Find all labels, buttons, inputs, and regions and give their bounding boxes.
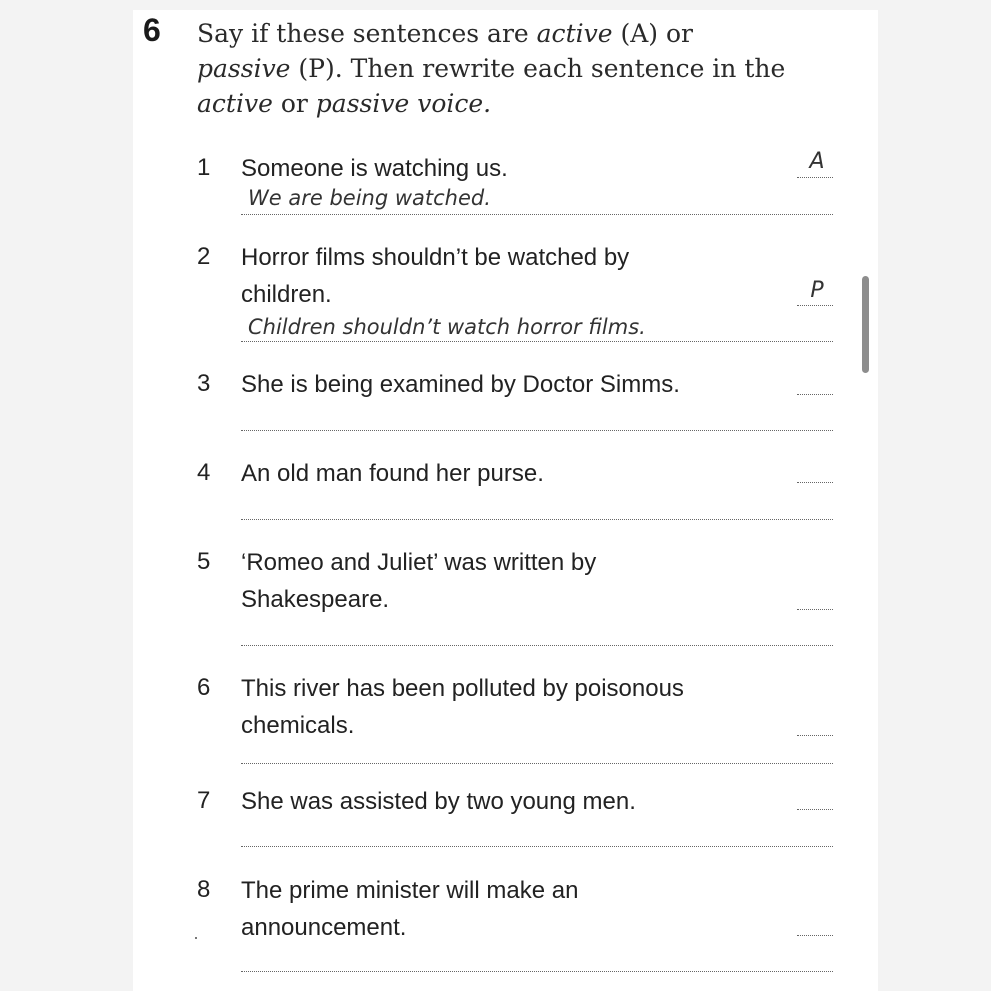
instruction-part: Say if these sentences are bbox=[197, 19, 537, 48]
item-sentence bbox=[241, 455, 781, 492]
vertical-scrollbar[interactable] bbox=[862, 276, 869, 373]
item-sentence bbox=[241, 239, 781, 313]
sentence-line: children. bbox=[241, 281, 332, 308]
instruction-part: passive voice. bbox=[315, 89, 492, 118]
voice-answer[interactable]: P bbox=[810, 278, 824, 303]
sentence-line: An old man found her purse. bbox=[241, 460, 544, 487]
sentence-line: Shakespeare. bbox=[241, 586, 390, 613]
voice-answer-line bbox=[797, 809, 833, 810]
rewrite-answer-line bbox=[241, 645, 833, 646]
sentence-line: This river has been polluted by poisonous bbox=[241, 675, 684, 702]
rewrite-answer-line bbox=[241, 519, 833, 520]
item-sentence bbox=[241, 670, 781, 744]
rewrite-answer-line bbox=[241, 971, 833, 972]
voice-answer-line bbox=[797, 305, 833, 306]
instruction-part: active bbox=[536, 19, 613, 48]
rewrite-answer-line bbox=[241, 846, 833, 847]
voice-answer-line bbox=[797, 482, 833, 483]
item-number: 3 bbox=[197, 370, 211, 397]
item-sentence bbox=[241, 544, 781, 618]
item-number: 7 bbox=[197, 787, 211, 814]
item-sentence bbox=[241, 366, 781, 403]
instruction-part: (A) or bbox=[612, 19, 693, 48]
voice-answer-line bbox=[797, 735, 833, 736]
rewrite-answer[interactable]: Children shouldn’t watch horror films. bbox=[248, 315, 646, 339]
item-number: 6 bbox=[197, 674, 211, 701]
rewrite-answer-line bbox=[241, 430, 833, 431]
voice-answer-line bbox=[797, 394, 833, 395]
voice-answer[interactable]: A bbox=[809, 149, 825, 174]
voice-answer-line bbox=[797, 935, 833, 936]
sentence-line: She was assisted by two young men. bbox=[241, 788, 636, 815]
instruction-part: passive bbox=[197, 54, 291, 83]
instruction-part: (P). Then rewrite each sentence in the bbox=[290, 54, 786, 83]
item-sentence bbox=[241, 150, 781, 187]
item-number: 4 bbox=[197, 459, 211, 486]
item-number: 1 bbox=[197, 154, 211, 181]
stray-dot bbox=[195, 937, 197, 939]
exercise-number: 6 bbox=[143, 12, 161, 48]
rewrite-answer-line bbox=[241, 763, 833, 764]
voice-answer-line bbox=[797, 177, 833, 178]
sentence-line: Someone is watching us. bbox=[241, 155, 508, 182]
sentence-line: chemicals. bbox=[241, 712, 355, 739]
item-number: 8 bbox=[197, 876, 211, 903]
item-sentence bbox=[241, 783, 781, 820]
rewrite-answer[interactable]: We are being watched. bbox=[248, 186, 491, 210]
sentence-line: ‘Romeo and Juliet’ was written by bbox=[241, 549, 597, 576]
sentence-line: Horror films shouldn’t be watched by bbox=[241, 244, 630, 271]
rewrite-answer-line bbox=[241, 341, 833, 342]
sentence-line: The prime minister will make an bbox=[241, 877, 579, 904]
instruction-part: or bbox=[272, 89, 316, 118]
item-sentence bbox=[241, 872, 781, 946]
sentence-line: She is being examined by Doctor Simms. bbox=[241, 371, 680, 398]
voice-answer-line bbox=[797, 609, 833, 610]
exercise-instructions bbox=[197, 16, 837, 121]
item-number: 5 bbox=[197, 548, 211, 575]
rewrite-answer-line bbox=[241, 214, 833, 215]
item-number: 2 bbox=[197, 243, 211, 270]
instruction-part: active bbox=[197, 89, 273, 118]
sentence-line: announcement. bbox=[241, 914, 407, 941]
